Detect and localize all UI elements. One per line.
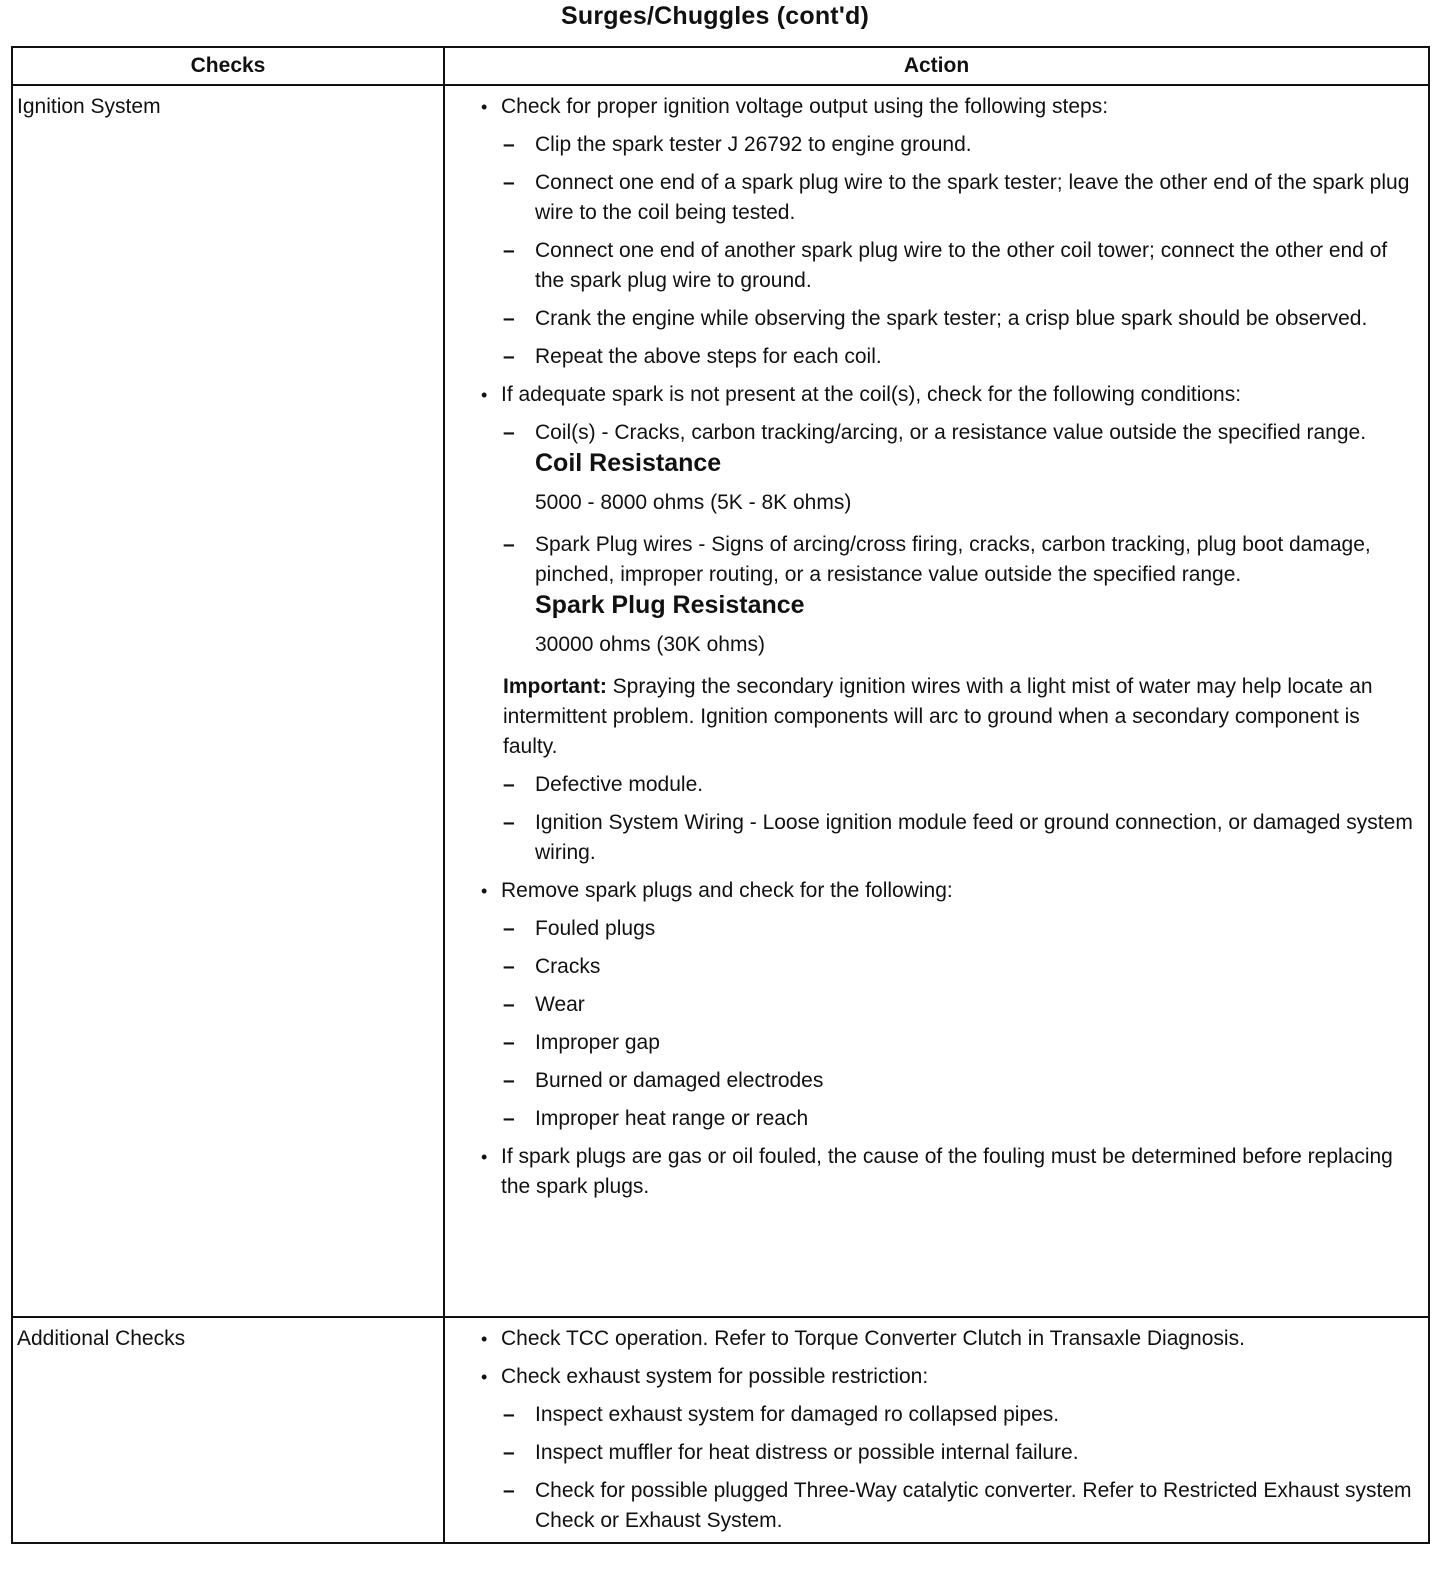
- important-note: [473, 672, 1420, 762]
- dash-item: [473, 808, 1420, 868]
- bullet-item: [473, 92, 1420, 122]
- dash-marker: –: [503, 1069, 515, 1092]
- dash-text: Inspect muffler for heat distress or possible internal failure.: [535, 1441, 1079, 1464]
- dash-text: Check for possible plugged Three-Way catalytic converter. Refer to Restricted Exhaust system Check or Exhaust System.: [535, 1479, 1412, 1532]
- coil-resistance-value: 5000 - 8000 ohms (5K - 8K ohms): [535, 491, 852, 514]
- dash-marker: –: [503, 1403, 515, 1426]
- dash-item: [473, 990, 1420, 1020]
- bullet-item: [473, 380, 1420, 410]
- dash-item: [473, 1438, 1420, 1468]
- dash-item: [473, 236, 1420, 296]
- check-cell: Ignition System: [12, 85, 444, 1317]
- dash-marker: –: [503, 955, 515, 978]
- header-row: [12, 47, 1429, 85]
- bullet-text: Check TCC operation. Refer to Torque Converter Clutch in Transaxle Diagnosis.: [501, 1327, 1245, 1350]
- dash-text: Inspect exhaust system for damaged ro collapsed pipes.: [535, 1403, 1060, 1426]
- dash-marker: –: [503, 307, 515, 330]
- dash-text: Connect one end of another spark plug wire to the other coil tower; connect the other end of the spark plug wire to ground.: [535, 239, 1388, 292]
- bullet-item: [473, 1142, 1420, 1202]
- dash-marker: –: [503, 1107, 515, 1130]
- table-row-ignition-system: [12, 85, 1429, 1317]
- dash-marker: –: [503, 345, 515, 368]
- dash-item: [473, 1400, 1420, 1430]
- dash-item: [473, 952, 1420, 982]
- spark-plug-resistance-value: 30000 ohms (30K ohms): [535, 633, 765, 656]
- action-column-header: Action: [444, 47, 1429, 85]
- dash-text: Crank the engine while observing the spark tester; a crisp blue spark should be observed.: [535, 307, 1368, 330]
- dash-marker: –: [503, 421, 515, 444]
- dash-marker: –: [503, 993, 515, 1016]
- dash-text: Improper heat range or reach: [535, 1107, 809, 1130]
- dash-item: [473, 1104, 1420, 1134]
- dash-text: Spark Plug wires - Signs of arcing/cross firing, cracks, carbon tracking, plug boot damage, pinched, improper routing, or a resistance value outside the specified range.: [535, 533, 1371, 586]
- action-cell: [444, 85, 1429, 1317]
- dash-item: [473, 530, 1420, 590]
- bullet-text: Check exhaust system for possible restriction:: [501, 1365, 929, 1388]
- dash-marker: –: [503, 171, 515, 194]
- check-cell: Additional Checks: [12, 1317, 444, 1543]
- dash-item: [473, 130, 1420, 160]
- dash-item: [473, 770, 1420, 800]
- bullet-marker: •: [481, 97, 488, 117]
- dash-text: Wear: [535, 993, 585, 1016]
- dash-item: [473, 304, 1420, 334]
- dash-text: Repeat the above steps for each coil.: [535, 345, 882, 368]
- dash-item: [473, 342, 1420, 372]
- dash-marker: –: [503, 533, 515, 556]
- bullet-marker: •: [481, 1367, 488, 1387]
- dash-text: Clip the spark tester J 26792 to engine ground.: [535, 133, 972, 156]
- table-row-additional-checks: [12, 1317, 1429, 1543]
- bullet-marker: •: [481, 881, 488, 901]
- bullet-text: Check for proper ignition voltage output using the following steps:: [501, 95, 1109, 118]
- dash-item: [473, 418, 1420, 448]
- dash-marker: –: [503, 239, 515, 262]
- dash-text: Connect one end of a spark plug wire to the spark tester; leave the other end of the spark plug wire to the coil being tested.: [535, 171, 1410, 224]
- action-cell: [444, 1317, 1429, 1543]
- dash-item: [473, 168, 1420, 228]
- dash-text: Fouled plugs: [535, 917, 656, 940]
- bullet-item: [473, 1362, 1420, 1392]
- dash-marker: –: [503, 133, 515, 156]
- dash-marker: –: [503, 773, 515, 796]
- bullet-text: If spark plugs are gas or oil fouled, the cause of the fouling must be determined before replacing the spark plugs.: [501, 1145, 1393, 1198]
- diagnosis-table: [11, 46, 1430, 1544]
- dash-item: [473, 1066, 1420, 1096]
- dash-marker: –: [503, 1031, 515, 1054]
- dash-item: [473, 914, 1420, 944]
- dash-text: Improper gap: [535, 1031, 660, 1054]
- dash-marker: –: [503, 917, 515, 940]
- bullet-item: [473, 1324, 1420, 1354]
- page-title: Surges/Chuggles (cont'd): [561, 2, 869, 30]
- dash-text: Cracks: [535, 955, 601, 978]
- dash-item: [473, 1028, 1420, 1058]
- dash-item: [473, 1476, 1420, 1536]
- bullet-text: Remove spark plugs and check for the following:: [501, 879, 953, 902]
- important-text: Spraying the secondary ignition wires with a light mist of water may help locate an intermittent problem. Ignition components will arc to ground when a secondary component is faulty.: [503, 675, 1373, 758]
- spark-plug-resistance-heading: Spark Plug Resistance: [535, 591, 805, 619]
- important-label: Important:: [503, 675, 607, 698]
- dash-text: Coil(s) - Cracks, carbon tracking/arcing, or a resistance value outside the specified range.: [535, 421, 1367, 444]
- dash-marker: –: [503, 811, 515, 834]
- bullet-marker: •: [481, 1147, 488, 1167]
- bullet-text: If adequate spark is not present at the coil(s), check for the following conditions:: [501, 383, 1242, 406]
- coil-resistance-heading: Coil Resistance: [535, 449, 722, 477]
- dash-marker: –: [503, 1479, 515, 1502]
- dash-text: Defective module.: [535, 773, 704, 796]
- bullet-item: [473, 876, 1420, 906]
- dash-marker: –: [503, 1441, 515, 1464]
- dash-text: Ignition System Wiring - Loose ignition module feed or ground connection, or damaged system wiring.: [535, 811, 1413, 864]
- bullet-marker: •: [481, 385, 488, 405]
- dash-text: Burned or damaged electrodes: [535, 1069, 824, 1092]
- checks-column-header: Checks: [12, 47, 444, 85]
- bullet-marker: •: [481, 1329, 488, 1349]
